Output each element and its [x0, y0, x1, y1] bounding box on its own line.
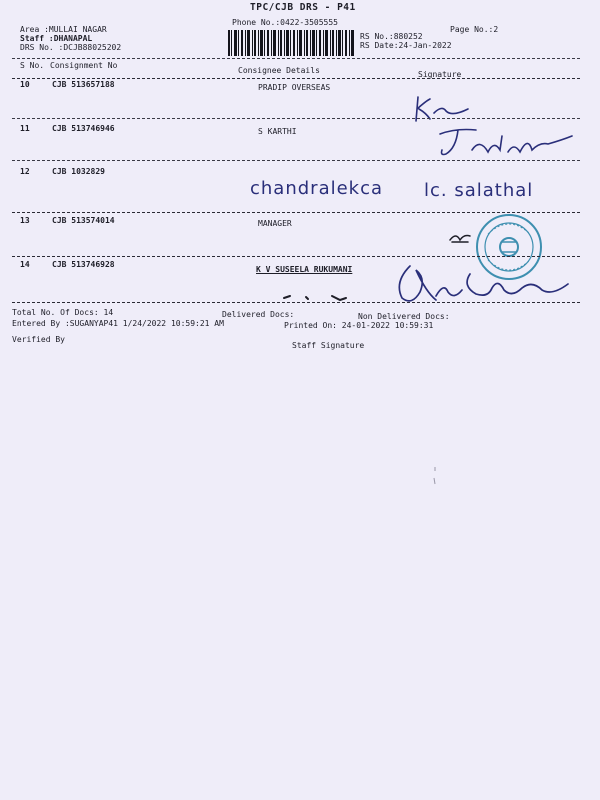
barcode — [228, 30, 354, 56]
page-number: Page No.:2 — [450, 25, 499, 34]
row-sno: 12 — [20, 167, 30, 176]
phone-number: Phone No.:0422-3505555 — [232, 18, 338, 27]
column-signature: Signature — [418, 70, 462, 79]
row-consignment: CJB 513746928 — [52, 260, 115, 269]
rs-number: RS No.:880252 — [360, 32, 423, 41]
total-docs: Total No. Of Docs: 14 — [12, 308, 114, 317]
column-consignee: Consignee Details — [238, 66, 320, 75]
row-consignee: K V SUSEELA RUKUMANI — [256, 265, 353, 274]
area-field: Area :MULLAI NAGAR — [20, 25, 107, 34]
signature-row-14 — [392, 262, 572, 306]
row-consignment: CJB 1032829 — [52, 167, 105, 176]
verified-by: Verified By — [12, 335, 65, 344]
row-consignment: CJB 513574014 — [52, 216, 115, 225]
row-sno: 11 — [20, 124, 30, 133]
non-delivered-docs: Non Delivered Docs: — [358, 312, 450, 321]
printed-on: Printed On: 24-01-2022 10:59:31 — [284, 321, 434, 330]
paper-speck — [432, 466, 438, 486]
row-consignee: PRADIP OVERSEAS — [258, 83, 331, 92]
row-consignee: MANAGER — [258, 219, 292, 228]
column-sno: S No. — [20, 61, 45, 70]
drs-number: DRS No. :DCJB88025202 — [20, 43, 122, 52]
initial-mark-row-13 — [448, 230, 474, 246]
signature-row-11 — [436, 126, 576, 162]
header-divider-bottom — [12, 78, 580, 79]
staff-signature-label: Staff Signature — [292, 341, 365, 350]
row-divider — [12, 118, 580, 119]
row-divider — [12, 160, 580, 161]
entered-by: Entered By :SUGANYAP41 1/24/2022 10:59:21 AM — [12, 319, 224, 328]
header-divider-top — [12, 58, 580, 59]
rs-date: RS Date:24-Jan-2022 — [360, 41, 452, 50]
row-consignee-handwritten: chandralekca — [250, 178, 384, 199]
staff-field: Staff :DHANAPAL — [20, 34, 93, 43]
row-consignment: CJB 513657188 — [52, 80, 115, 89]
document-title: TPC/CJB DRS - P41 — [250, 2, 356, 13]
row-divider — [12, 302, 580, 303]
row-consignee: S KARTHI — [258, 127, 297, 136]
row-sno: 10 — [20, 80, 30, 89]
signature-row-10 — [412, 95, 472, 125]
signature-row-12: lc. salathal — [424, 180, 534, 201]
row-consignment: CJB 513746946 — [52, 124, 115, 133]
delivered-docs: Delivered Docs: — [222, 310, 295, 319]
column-consignment: Consignment No — [50, 61, 118, 70]
row-divider — [12, 256, 580, 257]
row-sno: 14 — [20, 260, 30, 269]
row-sno: 13 — [20, 216, 30, 225]
